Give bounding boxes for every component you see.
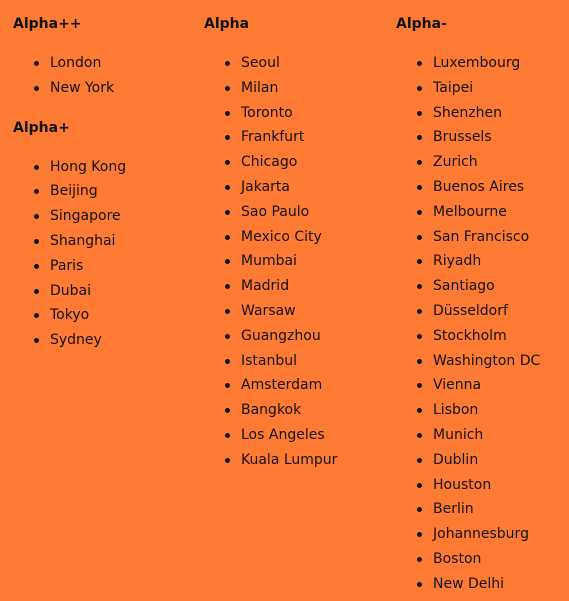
list-item	[13, 328, 193, 353]
bullet-icon	[417, 210, 422, 215]
city-name: New York	[50, 79, 115, 96]
city-name: Paris	[50, 257, 84, 274]
bullet-icon	[417, 458, 422, 463]
city-list	[13, 155, 193, 353]
city-name: Mexico City	[241, 228, 322, 245]
city-name: Taipei	[433, 79, 474, 96]
list-item	[204, 373, 384, 398]
list-item	[204, 101, 384, 126]
list-item	[204, 76, 384, 101]
list-item	[396, 249, 568, 274]
bullet-icon	[34, 61, 39, 66]
list-item	[396, 299, 568, 324]
city-name: Bangkok	[241, 402, 302, 419]
list-item	[13, 204, 193, 229]
city-name: Sydney	[50, 332, 102, 349]
bullet-icon	[225, 383, 230, 388]
list-item	[396, 76, 568, 101]
bullet-icon	[225, 185, 230, 190]
city-name: Stockholm	[433, 327, 507, 344]
city-name: Santiago	[433, 278, 495, 295]
bullet-icon	[225, 433, 230, 438]
bullet-icon	[225, 309, 230, 314]
list-item	[396, 398, 568, 423]
city-name: Brussels	[433, 129, 492, 146]
city-name: Zurich	[433, 154, 478, 171]
bullet-icon	[417, 160, 422, 165]
city-name: London	[50, 55, 102, 71]
city-name: Dublin	[433, 451, 479, 468]
bullet-icon	[417, 383, 422, 388]
list-item	[396, 150, 568, 175]
city-name: Jakarta	[241, 178, 290, 195]
group-alpha-plus	[13, 119, 193, 353]
bullet-icon	[417, 135, 422, 140]
bullet-icon	[417, 334, 422, 339]
list-item	[396, 522, 568, 547]
list-item	[396, 572, 568, 597]
bullet-icon	[417, 61, 422, 66]
bullet-icon	[34, 338, 39, 343]
city-name: Warsaw	[241, 302, 296, 319]
city-name: Kuala Lumpur	[241, 451, 338, 468]
list-item	[204, 150, 384, 175]
bullet-icon	[417, 284, 422, 289]
bullet-icon	[417, 309, 422, 314]
list-item	[13, 303, 193, 328]
city-name: Vienna	[433, 377, 482, 394]
bullet-icon	[225, 235, 230, 240]
city-name: Berlin	[433, 501, 474, 518]
city-name: Shenzhen	[433, 104, 502, 121]
bullet-icon	[225, 408, 230, 413]
list-item	[396, 373, 568, 398]
list-item	[396, 349, 568, 374]
bullet-icon	[417, 185, 422, 190]
group-alpha-minus	[396, 15, 568, 597]
bullet-icon	[417, 507, 422, 512]
list-item	[396, 125, 568, 150]
list-item	[396, 473, 568, 498]
list-item	[13, 51, 193, 76]
bullet-icon	[225, 359, 230, 364]
city-name: San Francisco	[433, 228, 530, 245]
bullet-icon	[417, 557, 422, 562]
list-item	[13, 155, 193, 180]
bullet-icon	[417, 235, 422, 240]
city-name: Amsterdam	[241, 377, 323, 394]
group-alpha-plus-plus	[13, 15, 193, 101]
city-name: Tokyo	[50, 307, 90, 324]
bullet-icon	[417, 433, 422, 438]
bullet-icon	[225, 61, 230, 66]
city-name: Buenos Aires	[433, 178, 525, 195]
list-item	[204, 423, 384, 448]
city-name: Singapore	[50, 208, 121, 225]
city-name: Los Angeles	[241, 426, 325, 443]
list-item	[204, 175, 384, 200]
column-3	[396, 15, 568, 597]
list-item	[396, 547, 568, 572]
list-item	[204, 349, 384, 374]
city-name: Frankfurt	[241, 129, 305, 146]
list-item	[396, 274, 568, 299]
list-item	[13, 229, 193, 254]
bullet-icon	[417, 259, 422, 264]
bullet-icon	[34, 289, 39, 294]
list-item	[396, 423, 568, 448]
city-name: Toronto	[241, 104, 293, 121]
list-item	[13, 76, 193, 101]
city-name: Guangzhou	[241, 327, 321, 344]
bullet-icon	[225, 458, 230, 463]
list-item	[204, 125, 384, 150]
bullet-icon	[34, 264, 39, 269]
group-title: Alpha	[204, 16, 250, 32]
city-name: Madrid	[241, 278, 290, 295]
group-title: Alpha+	[13, 119, 70, 136]
city-name: Shanghai	[50, 232, 116, 249]
city-list	[396, 51, 568, 597]
list-item	[204, 324, 384, 349]
city-name: Boston	[433, 550, 482, 567]
bullet-icon	[417, 532, 422, 537]
list-item	[204, 299, 384, 324]
list-item	[204, 225, 384, 250]
bullet-icon	[34, 214, 39, 219]
bullet-icon	[225, 210, 230, 215]
list-item	[396, 324, 568, 349]
bullet-icon	[417, 582, 422, 587]
list-item	[204, 398, 384, 423]
bullet-icon	[34, 313, 39, 318]
list-item	[396, 101, 568, 126]
bullet-icon	[417, 86, 422, 91]
city-name: Luxembourg	[433, 55, 521, 71]
city-name: New Delhi	[433, 575, 505, 592]
column-2	[204, 15, 384, 473]
bullet-icon	[417, 111, 422, 116]
list-item	[204, 51, 384, 76]
bullet-icon	[34, 86, 39, 91]
city-name: Washington DC	[433, 352, 541, 369]
city-name: Istanbul	[241, 352, 298, 369]
city-name: Melbourne	[433, 203, 507, 220]
city-name: Hong Kong	[50, 158, 127, 175]
bullet-icon	[225, 160, 230, 165]
city-list	[13, 51, 193, 101]
city-name: Johannesburg	[433, 526, 529, 543]
list-item	[204, 274, 384, 299]
list-item	[13, 179, 193, 204]
bullet-icon	[225, 334, 230, 339]
city-name: Sao Paulo	[241, 203, 310, 220]
city-name: Mumbai	[241, 253, 297, 270]
list-item	[396, 225, 568, 250]
bullet-icon	[417, 483, 422, 488]
bullet-icon	[225, 284, 230, 289]
city-name: Munich	[433, 426, 484, 443]
list-item	[396, 200, 568, 225]
list-item	[204, 200, 384, 225]
city-name: Beijing	[50, 183, 98, 200]
column-1	[13, 15, 193, 353]
bullet-icon	[34, 239, 39, 244]
city-name: Lisbon	[433, 402, 479, 419]
city-name: Dubai	[50, 282, 92, 299]
city-name: Chicago	[241, 154, 298, 171]
city-list	[204, 51, 384, 473]
city-name: Düsseldorf	[433, 302, 508, 319]
group-title: Alpha++	[13, 16, 82, 32]
city-name: Milan	[241, 79, 279, 96]
bullet-icon	[34, 189, 39, 194]
list-item	[396, 497, 568, 522]
bullet-icon	[417, 408, 422, 413]
bullet-icon	[225, 135, 230, 140]
list-item	[13, 254, 193, 279]
bullet-icon	[225, 259, 230, 264]
bullet-icon	[225, 111, 230, 116]
city-name: Seoul	[241, 55, 280, 71]
list-item	[396, 448, 568, 473]
list-item	[204, 448, 384, 473]
list-item	[13, 279, 193, 304]
list-item	[396, 175, 568, 200]
bullet-icon	[417, 359, 422, 364]
list-item	[396, 51, 568, 76]
city-name: Houston	[433, 476, 492, 493]
city-name: Riyadh	[433, 253, 482, 270]
list-item	[204, 249, 384, 274]
group-alpha	[204, 15, 384, 473]
group-title: Alpha-	[396, 16, 447, 32]
bullet-icon	[225, 86, 230, 91]
bullet-icon	[34, 165, 39, 170]
